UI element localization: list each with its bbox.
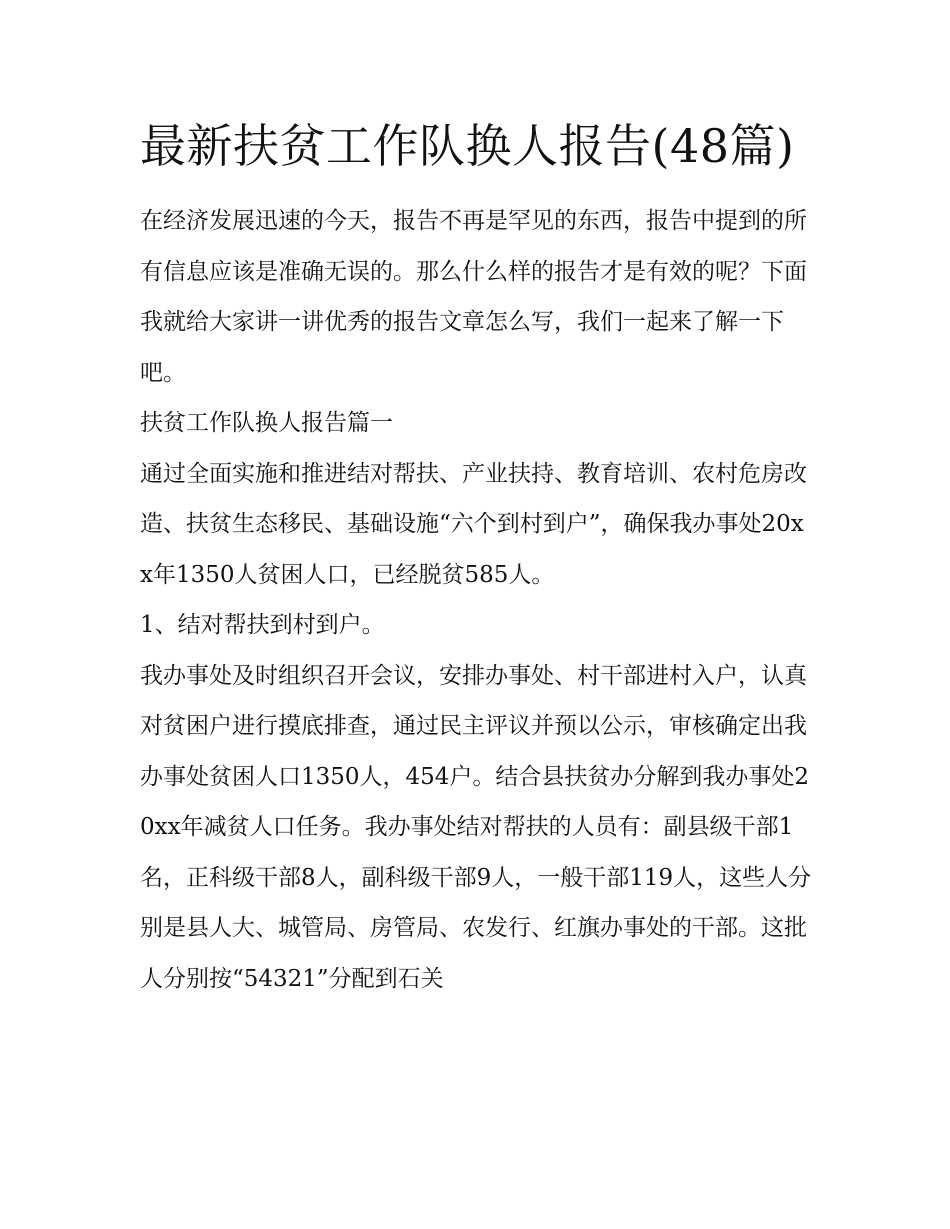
intro-paragraph: 在经济发展迅速的今天，报告不再是罕见的东西，报告中提到的所有信息应该是准确无误的。那么什么样的报告才是有效的呢？下面我就给大家讲一讲优秀的报告文章怎么写，我们一起来了解一下吧。 [140,208,807,386]
document-title: 最新扶贫工作队换人报告(48篇) [140,119,795,173]
document-body [140,112,812,1004]
body-paragraph: 我办事处及时组织召开会议，安排办事处、村干部进村入户，认真对贫困户进行摸底排查，通过民主评议并预以公示，审核确定出我办事处贫困人口1350人，454户。结合县扶贫办分解到我办事处20xx年减贫人口任务。我办事处结对帮扶的人员有：副县级干部1名，正科级干部8人，副科级干部9人，一般干部119人，这些人分别是县人大、城管局、房管局、农发行、红旗办事处的干部。这批人分别按“54321”分配到石关 [140,662,812,992]
section-heading: 扶贫工作队换人报告篇一 [140,410,393,436]
numbered-item-heading: 1、结对帮扶到村到户。 [140,612,385,638]
body-paragraph: 通过全面实施和推进结对帮扶、产业扶持、教育培训、农村危房改造、扶贫生态移民、基础设施“六个到村到户”，确保我办事处20xx年1350人贫困人口，已经脱贫585人。 [140,460,807,588]
